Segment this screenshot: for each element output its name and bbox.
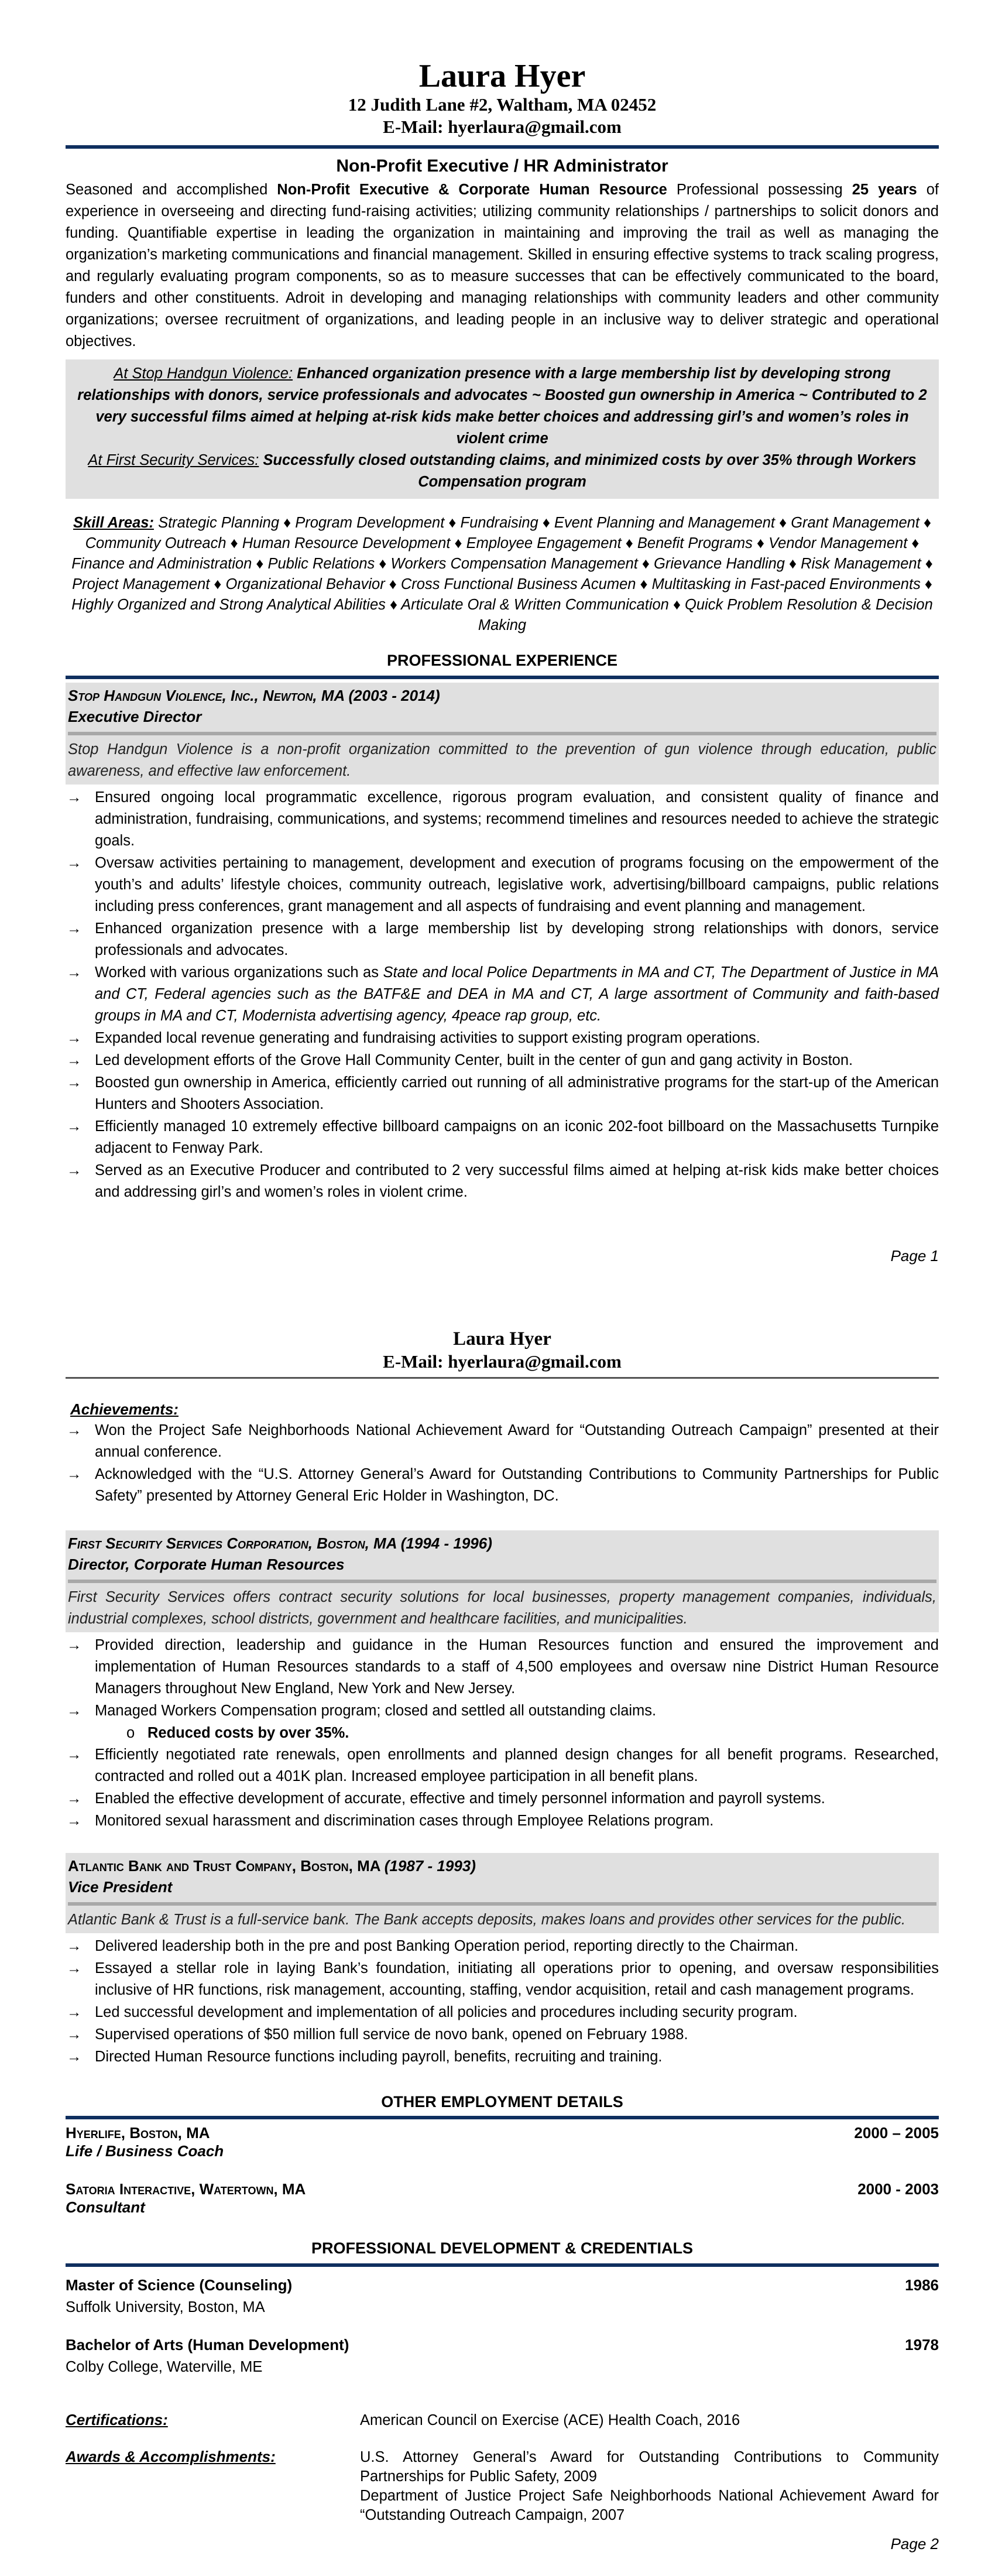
header-rule <box>66 1377 939 1379</box>
page-footer-1 <box>66 1247 939 1270</box>
address: 12 Judith Lane #2, Waltham, MA 02452 <box>348 94 657 115</box>
arrow-icon: → <box>67 1162 82 1179</box>
email-label: E-Mail: <box>383 117 448 137</box>
bullet-item <box>66 1116 939 1159</box>
bullet-item <box>66 1072 939 1115</box>
bullet-text: Delivered leadership both in the pre and post Banking Operation period, reporting directly to the Chairman. <box>95 1938 799 1954</box>
bullet-item <box>66 852 939 917</box>
certifications-value: American Council on Exercise (ACE) Health Coach, 2016 <box>360 2412 740 2428</box>
bullet-item <box>66 1464 939 1507</box>
company-description: Atlantic Bank & Trust is a full-service bank. The Bank accepts deposits, makes loans and provides other services for the public. <box>68 1912 906 1928</box>
arrow-icon: → <box>67 1422 82 1438</box>
awards-row <box>66 2448 939 2525</box>
email-line <box>66 1350 939 1373</box>
highlights-box <box>66 359 939 499</box>
bullet-item <box>66 1958 939 2001</box>
school: Suffolk University, Boston, MA <box>66 2299 265 2315</box>
skill-areas <box>66 513 939 636</box>
job-years: (2003 - 2014) <box>348 687 440 704</box>
school: Colby College, Waterville, ME <box>66 2359 263 2375</box>
bullet-item <box>66 1050 939 1071</box>
bullet-text: Efficiently managed 10 extremely effective billboard campaigns on an iconic 202-foot billboard on the Massachusetts Turnpike adjacent to Fenway Park. <box>95 1118 939 1156</box>
bullet-italic-text: State and local Police Departments in MA and CT, The Department of Justice in MA and CT, Federal agencies such as the BATF&E and DEA in MA and CT, A large assortment of Community and faith-based groups in MA and CT, Modernista advertising agency, 4peace rap group, etc. <box>95 964 939 1024</box>
job-bullets-cont <box>66 1744 939 1832</box>
arrow-icon: → <box>67 1703 82 1719</box>
circle-bullet-icon: o <box>126 1725 135 1741</box>
other-years: 2000 - 2003 <box>857 2180 939 2198</box>
other-company: Satoria Interactive, Watertown, MA <box>66 2180 306 2198</box>
bullet-text: Led successful development and implementation of all policies and procedures including security program. <box>95 2004 798 2020</box>
email-link[interactable]: hyerlaura@gmail.com <box>448 1351 622 1372</box>
bullet-text: Served as an Executive Producer and contributed to 2 very successful films aimed at helping at-risk kids make better choices and addressing girl’s and women’s roles in violent crime. <box>95 1162 939 1200</box>
bullet-item <box>66 787 939 852</box>
bullet-item <box>66 1744 939 1787</box>
email-line <box>66 116 939 138</box>
bullet-item <box>66 1027 939 1049</box>
other-employment-rule <box>66 2116 939 2119</box>
candidate-name: Laura Hyer <box>418 58 586 94</box>
job-title: Executive Director <box>68 708 202 725</box>
resume-page-2 <box>66 1328 939 2525</box>
awards-label: Awards & Accomplishments: <box>66 2448 276 2465</box>
resume-page-1 <box>66 59 939 1204</box>
arrow-icon: → <box>67 1960 82 1976</box>
other-company: Hyerlife, Boston, MA <box>66 2124 210 2142</box>
page-footer-2 <box>66 2535 939 2558</box>
header <box>66 59 939 138</box>
bullet-text: Ensured ongoing local programmatic excellence, rigorous program evaluation, and consistent quality of finance and administration, fundraising, communications, and systems; recommend timelines and resources needed to achieve the strategic goals. <box>95 789 939 849</box>
email-link[interactable]: hyerlaura@gmail.com <box>448 117 622 137</box>
bullet-item <box>66 2024 939 2046</box>
page-number: Page 2 <box>890 2535 939 2553</box>
job-header-first-security <box>66 1530 939 1632</box>
bullet-text: Acknowledged with the “U.S. Attorney General’s Award for Outstanding Contributions to Community Partnerships for Public Safety” presented by Attorney General Eric Holder in Washington, DC. <box>95 1466 939 1504</box>
arrow-icon: → <box>67 1790 82 1807</box>
arrow-icon: → <box>67 1052 82 1068</box>
other-role: Life / Business Coach <box>66 2142 224 2160</box>
highlight-item <box>70 450 934 493</box>
degree-year: 1978 <box>905 2336 939 2354</box>
bullet-text: Supervised operations of $50 million full service de novo bank, opened on February 1988. <box>95 2026 688 2043</box>
arrow-icon: → <box>67 1938 82 1954</box>
summary-title: Non-Profit Executive / HR Administrator <box>336 156 668 176</box>
bullet-text: Boosted gun ownership in America, efficiently carried out running of all administrative programs for the start-up of the American Hunters and Shooters Association. <box>95 1074 939 1112</box>
sub-bullet-item <box>66 1722 939 1744</box>
highlight-text: Successfully closed outstanding claims, and minimized costs by over 35% through Workers Compensation program <box>259 452 917 490</box>
bullet-item <box>66 1160 939 1203</box>
other-role: Consultant <box>66 2198 145 2216</box>
summary-bold: Non-Profit Executive & Corporate Human Resource <box>277 181 667 198</box>
bullet-item <box>66 1420 939 1463</box>
other-employment-title: OTHER EMPLOYMENT DETAILS <box>381 2093 623 2111</box>
arrow-icon: → <box>67 1030 82 1046</box>
company-text: Stop Handgun Violence, Inc., Newton, MA <box>68 687 349 704</box>
company-text: Atlantic Bank and Trust Company, Boston, MA <box>68 1857 385 1875</box>
bullet-text: Expanded local revenue generating and fundraising activities to support existing program operations. <box>95 1030 760 1046</box>
company-description: Stop Handgun Violence is a non-profit organization committed to the prevention of gun violence through education, public awareness, and effective law enforcement. <box>68 741 936 779</box>
bullet-item <box>66 1936 939 1957</box>
highlight-text: Enhanced organization presence with a large membership list by developing strong relationships with donors, service professionals and advocates ~ Boosted gun ownership in America ~ Contributed to 2 very successful films aimed at helping at-risk kids make better choices and addressing girl’s and women’s roles in violent crime <box>77 365 927 447</box>
company-text: First Security Services Corporation, Boston, MA <box>68 1534 401 1552</box>
highlight-label: At First Security Services: <box>88 452 259 468</box>
highlight-item <box>70 363 934 450</box>
education-item <box>66 2276 939 2316</box>
arrow-icon: → <box>67 1466 82 1482</box>
bullet-item <box>66 1635 939 1700</box>
arrow-icon: → <box>67 1746 82 1763</box>
award-item: Department of Justice Project Safe Neighborhoods National Achievement Award for “Outstanding Outreach Campaign, 2007 <box>360 2488 939 2523</box>
bullet-text: Provided direction, leadership and guidance in the Human Resources function and ensured the improvement and implementation of Human Resources standards to a staff of 4,500 employees and oversaw nine District Human Resource Managers throughout New England, New York and New Jersey. <box>95 1637 939 1697</box>
email-label: E-Mail: <box>383 1351 448 1372</box>
arrow-icon: → <box>67 1074 82 1091</box>
other-years: 2000 – 2005 <box>854 2124 939 2142</box>
sub-bullet-text: Reduced costs by over 35%. <box>147 1725 349 1741</box>
company-description: First Security Services offers contract security solutions for local businesses, property management companies, individuals, industrial complexes, school districts, government and healthcare facilities, and municipalities. <box>68 1589 936 1627</box>
job-bullets <box>66 1936 939 2068</box>
education-item <box>66 2336 939 2376</box>
bullet-text: Won the Project Safe Neighborhoods National Achievement Award for “Outstanding Outreach Campaign” presented at their annual conference. <box>95 1422 939 1460</box>
arrow-icon: → <box>67 855 82 871</box>
job-bullets <box>66 1635 939 1722</box>
job-years: (1987 - 1993) <box>384 1857 476 1875</box>
arrow-icon: → <box>67 1813 82 1829</box>
candidate-name: Laura Hyer <box>453 1328 551 1349</box>
arrow-icon: → <box>67 964 82 981</box>
bullet-item <box>66 2046 939 2068</box>
arrow-icon: → <box>67 2004 82 2020</box>
certifications-label: Certifications: <box>66 2411 168 2428</box>
credentials-title: PROFESSIONAL DEVELOPMENT & CREDENTIALS <box>311 2239 694 2257</box>
bullet-text: Enhanced organization presence with a large membership list by developing strong relationships with donors, service professionals and advocates. <box>95 920 939 958</box>
certifications-row <box>66 2411 939 2430</box>
bullet-item <box>66 1788 939 1810</box>
summary-text: Professional possessing <box>667 181 852 198</box>
skill-areas-list: Strategic Planning ♦ Program Development ♦ Fundraising ♦ Event Planning and Management ♦ Grant Management ♦ Community Outreach ♦ Human Resource Development ♦ Employee Engagement ♦ Benefit Programs ♦ Vendor Management ♦ Finance and Administration ♦ Public Relations ♦ Workers Compensation Management ♦ Grievance Handling ♦ Risk Management ♦ Project Management ♦ Organizational Behavior ♦ Cross Functional Business Acumen ♦ Multitasking in Fast-paced Environments ♦ Highly Organized and Strong Analytical Abilities ♦ Articulate Oral & Written Communication ♦ Quick Problem Resolution & Decision Making <box>71 515 933 633</box>
summary-text: of experience in overseeing and directing fund-raising activities; utilizing community relationships / partnerships to solicit donors and funding. Quantifiable expertise in leading the organization in maintaining and improving the trail as well as managing the organization’s marketing communications and financial management. Skilled in ensuring effective systems to track scaling progress, and regularly evaluating program components, so as to measure successes that can be effectively communicated to the board, funders and other constituents. Adroit in developing and managing relationships with community leaders and other community organizations; oversee recruitment of organizations, and leading people in an inclusive way to deliver strategic and operational objectives. <box>66 181 939 350</box>
achievements <box>66 1399 939 1507</box>
company-name <box>68 685 936 706</box>
bullet-item <box>66 1810 939 1832</box>
bullet-text: Monitored sexual harassment and discrimination cases through Employee Relations program. <box>95 1813 714 1829</box>
other-employment-item <box>66 2180 939 2217</box>
highlight-label: At Stop Handgun Violence: <box>114 365 293 382</box>
other-employment-item <box>66 2124 939 2160</box>
bullet-text: Worked with various organizations such as <box>95 964 383 981</box>
job-header-stop-handgun <box>66 683 939 785</box>
bullet-text: Enabled the effective development of accurate, effective and timely personnel information and payroll systems. <box>95 1790 825 1807</box>
header-rule <box>66 145 939 149</box>
job-header-atlantic-bank <box>66 1853 939 1933</box>
arrow-icon: → <box>67 2026 82 2043</box>
bullet-text: Oversaw activities pertaining to management, development and execution of programs focusing on the empowerment of the youth’s and adults’ lifestyle choices, community outreach, legislative work, advertising/billboard campaigns, public relations including press conferences, grant management and all aspects of fundraising and event planning and management. <box>95 855 939 914</box>
skill-areas-label: Skill Areas: <box>73 515 154 531</box>
degree: Bachelor of Arts (Human Development) <box>66 2336 349 2354</box>
bullet-item <box>66 2002 939 2023</box>
header-page-2 <box>66 1328 939 1373</box>
bullet-text: Directed Human Resource functions including payroll, benefits, recruiting and training. <box>95 2049 663 2065</box>
bullet-item <box>66 1700 939 1722</box>
page-number: Page 1 <box>890 1247 939 1265</box>
degree-year: 1986 <box>905 2276 939 2294</box>
job-years: (1994 - 1996) <box>400 1534 492 1552</box>
award-item: U.S. Attorney General’s Award for Outstanding Contributions to Community Partnerships for Public Safety, 2009 <box>360 2449 939 2485</box>
achievement-bullets <box>66 1420 939 1507</box>
arrow-icon: → <box>67 920 82 937</box>
arrow-icon: → <box>67 789 82 806</box>
summary-paragraph <box>66 179 939 352</box>
summary-text: Seasoned and accomplished <box>66 181 277 198</box>
arrow-icon: → <box>67 1637 82 1653</box>
degree: Master of Science (Counseling) <box>66 2276 293 2294</box>
achievements-label: Achievements: <box>70 1400 179 1418</box>
company-name <box>68 1533 936 1554</box>
bullet-item <box>66 918 939 961</box>
job-title: Vice President <box>68 1878 173 1896</box>
arrow-icon: → <box>67 1118 82 1135</box>
credentials-rule <box>66 2263 939 2267</box>
experience-title: PROFESSIONAL EXPERIENCE <box>386 652 618 669</box>
experience-rule <box>66 676 939 679</box>
bullet-text: Essayed a stellar role in laying Bank’s foundation, initiating all operations prior to opening, and oversaw responsibilities inclusive of HR functions, risk management, accounting, staffing, vendor acquisition, retail and cash management programs. <box>95 1960 939 1998</box>
job-title: Director, Corporate Human Resources <box>68 1556 345 1573</box>
bullet-text: Managed Workers Compensation program; closed and settled all outstanding claims. <box>95 1703 657 1719</box>
bullet-text: Led development efforts of the Grove Hall Community Center, built in the center of gun and gang activity in Boston. <box>95 1052 853 1068</box>
bullet-item <box>66 962 939 1027</box>
company-name <box>68 1855 936 1876</box>
summary-bold: 25 years <box>852 181 917 198</box>
awards-list <box>360 2448 939 2525</box>
job-bullets <box>66 787 939 1203</box>
arrow-icon: → <box>67 2049 82 2065</box>
bullet-text: Efficiently negotiated rate renewals, open enrollments and planned design changes for all benefit programs. Researched, contracted and rolled out a 401K plan. Increased employee participation in all benefit plans. <box>95 1746 939 1784</box>
